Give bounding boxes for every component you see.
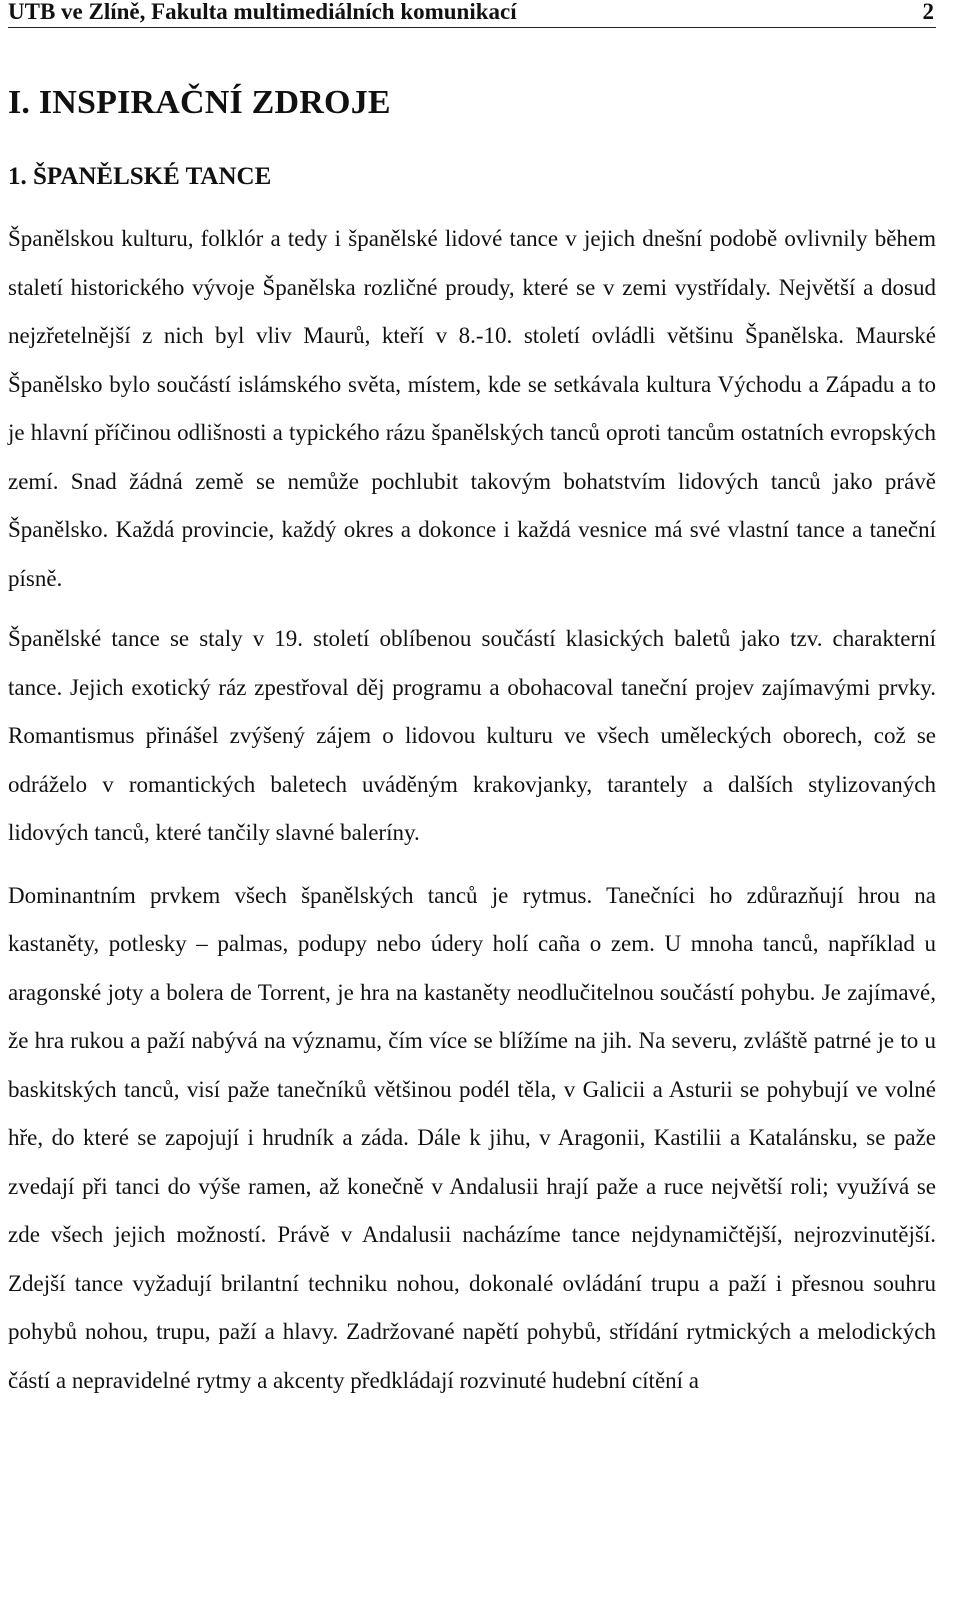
paragraph: Španělskou kulturu, folklór a tedy i španělské lidové tance v jejich dnešní podobě ovlivnily během staletí historického vývoje Španělska rozličné proudy, které se v zemi vystřídaly. Největší a dosud nejzřetelnější z nich byl vliv Maurů, kteří v 8.-10. století ovládli většinu Španělska. Maurské Španělsko bylo součástí islámského světa, místem, kde se setkávala kultura Východu a Západu a to je hlavní příčinou odlišnosti a typického rázu španělských tanců oproti tancům ostatních evropských zemí. Snad žádná země se nemůže pochlubit takovým bohatstvím lidových tanců jako právě Španělsko. Každá provincie, každý okres a dokonce i každá vesnice má své vlastní tance a taneční písně. xyxy=(8,226,936,591)
running-header xyxy=(8,0,936,28)
section-title: 1. ŠPANĚLSKÉ TANCE xyxy=(8,163,272,190)
paragraph: Španělské tance se staly v 19. století oblíbenou součástí klasických baletů jako tzv. charakterní tance. Jejich exotický ráz zpestřoval děj programu a obohacoval taneční projev zajímavými prvky. Romantismus přinášel zvýšený zájem o lidovou kulturu ve všech uměleckých oborech, což se odráželo v romantických baletech uváděným krakovjanky, tarantely a dalších stylizovaných lidových tanců, které tančily slavné baleríny. xyxy=(8,626,936,845)
chapter-title: I. INSPIRAČNÍ ZDROJE xyxy=(8,84,391,121)
paragraph: Dominantním prvkem všech španělských tanců je rytmus. Tanečníci ho zdůrazňují hrou na kastaněty, potlesky – palmas, podupy nebo údery holí caña o zem. U mnoha tanců, například u aragonské joty a bolera de Torrent, je hra na kastaněty neodlučitelnou součástí pohybu. Je zajímavé, že hra rukou a paží nabývá na významu, čím více se blížíme na jih. Na severu, zvláště patrné je to u baskitských tanců, visí paže tanečníků většinou podél těla, v Galicii a Asturii se pohybují ve volné hře, do které se zapojují i hrudník a záda. Dále k jihu, v Aragonii, Kastilii a Katalánsku, se paže zvedají při tanci do výše ramen, až konečně v Andalusii hrají paže a ruce největší roli; využívá se zde všech jejich možností. Právě v Andalusii nacházíme tance nejdynamičtější, nejrozvinutější. Zdejší tance vyžadují brilantní techniku nohou, dokonalé ovládání trupu a paží i přesnou souhru pohybů nohou, trupu, paží a hlavy. Zadržované napětí pohybů, střídání rytmických a melodických částí a nepravidelné rytmy a akcenty předkládají rozvinuté hudební cítění a xyxy=(8,882,936,1393)
page-number: 2 xyxy=(922,0,934,24)
header-title: UTB ve Zlíně, Fakulta multimediálních komunikací xyxy=(8,0,517,24)
